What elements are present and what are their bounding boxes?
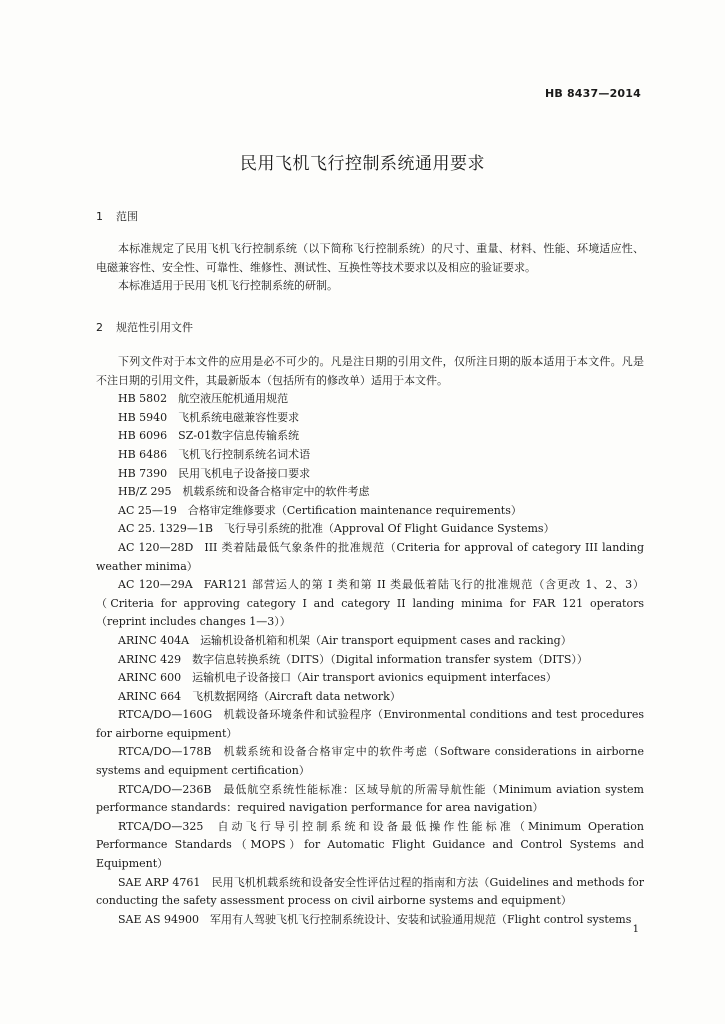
section-1-paragraph: 本标准适用于民用飞机飞行控制系统的研制。 <box>118 279 338 293</box>
section-2-intro: 下列文件对于本文件的应用是必不可少的。凡是注日期的引用文件，仅所注日期的版本适用于本文件。凡是不注日期的引用文件，其最新版本（包括所有的修改单）适用于本文件。 <box>96 355 644 387</box>
reference-code: ARINC 429 <box>118 652 182 666</box>
reference-code: AC 120—29A <box>118 578 193 592</box>
reference-title: SZ-01数字信息传输系统 <box>178 429 300 443</box>
reference-title: 飞行导引系统的批准（Approval Of Flight Guidance Systems） <box>223 522 555 536</box>
page-number: 1 <box>632 924 639 935</box>
reference-item <box>96 576 644 632</box>
reference-code: HB 5940 <box>118 410 168 424</box>
reference-code: SAE ARP 4761 <box>118 875 201 889</box>
reference-item <box>96 465 644 484</box>
section-1-paragraph: 本标准规定了民用飞机飞行控制系统（以下简称飞行控制系统）的尺寸、重量、材料、性能、环境适应性、电磁兼容性、安全性、可靠性、维修性、测试性、互换性等技术要求以及相应的验证要求。 <box>96 242 644 274</box>
section-1-number: 1 <box>96 210 103 223</box>
reference-code: AC 25. 1329—1B <box>118 522 213 536</box>
reference-item <box>96 502 644 521</box>
reference-code: HB 6486 <box>118 447 168 461</box>
reference-item <box>96 483 644 502</box>
reference-item <box>96 743 644 780</box>
reference-code: HB 5802 <box>118 392 168 406</box>
reference-code: ARINC 664 <box>118 689 182 703</box>
reference-item <box>96 874 644 911</box>
reference-item <box>96 669 644 688</box>
reference-title: 合格审定维修要求（Certification maintenance requirements） <box>187 503 522 517</box>
reference-code: RTCA/DO—178B <box>118 745 212 759</box>
reference-item <box>96 409 644 428</box>
reference-code: RTCA/DO—160G <box>118 708 213 722</box>
reference-title: III 类着陆最低气象条件的批准规范（Criteria for approval of category III landing weather minima） <box>96 540 644 573</box>
reference-title: 数字信息转换系统（DITS）（Digital information transfer system（DITS）） <box>192 652 588 666</box>
reference-item <box>96 911 644 930</box>
reference-item <box>96 446 644 465</box>
reference-code: RTCA/DO—236B <box>118 782 212 796</box>
reference-title: 民用飞机机载系统和设备安全性评估过程的指南和方法（Guidelines and methods for conducting the safety assessment process on civil airborne systems and equipment） <box>96 875 644 908</box>
document-title: 民用飞机飞行控制系统通用要求 <box>240 154 485 174</box>
section-2-heading <box>96 319 193 335</box>
section-2-title: 规范性引用文件 <box>116 321 193 334</box>
reference-title: 航空液压舵机通用规范 <box>178 392 289 406</box>
reference-item <box>96 818 644 874</box>
reference-title: FAR121 部营运人的第 I 类和第 II 类最低着陆飞行的批准规范（含更改 1、2、3）（Criteria for approving category I and category II landing minima for FAR 121 operators（reprint includes changes 1—3）） <box>96 578 644 629</box>
reference-title: 军用有人驾驶飞机飞行控制系统设计、安装和试验通用规范（Flight control systems <box>209 912 632 926</box>
section-1-title: 范围 <box>116 210 138 223</box>
reference-title: 运输机电子设备接口（Air transport avionics equipment interfaces） <box>192 671 557 685</box>
reference-code: AC 25—19 <box>118 503 177 517</box>
reference-title: 飞机系统电磁兼容性要求 <box>178 410 300 424</box>
reference-title: 机载系统和设备合格审定中的软件考虑（Software considerations in airborne systems and equipment certification） <box>96 745 644 778</box>
reference-code: HB 7390 <box>118 466 168 480</box>
reference-title: 机载设备环境条件和试验程序（Environmental conditions and test procedures for airborne equipment） <box>96 708 644 740</box>
section-2-body <box>96 353 644 929</box>
reference-title: 最低航空系统性能标准：区域导航的所需导航性能（Minimum aviation system performance standards：required navigation performance for area navigation） <box>96 782 644 815</box>
reference-code: HB/Z 295 <box>118 485 172 499</box>
reference-item <box>96 520 644 539</box>
reference-code: HB 6096 <box>118 429 168 443</box>
reference-item <box>96 539 644 576</box>
reference-item <box>96 781 644 818</box>
reference-code: SAE AS 94900 <box>118 912 199 926</box>
reference-code: ARINC 404A <box>118 633 190 647</box>
reference-title: 运输机设备机箱和机架（Air transport equipment cases and racking） <box>200 633 572 647</box>
standard-number: HB 8437—2014 <box>544 87 641 100</box>
section-1-body <box>96 240 644 296</box>
section-2-number: 2 <box>96 321 103 334</box>
reference-code: AC 120—28D <box>118 540 194 554</box>
reference-item <box>96 651 644 670</box>
reference-item <box>96 427 644 446</box>
reference-item <box>96 688 644 707</box>
reference-title: 民用飞机电子设备接口要求 <box>178 466 311 480</box>
reference-title: 飞机数据网络（Aircraft data network） <box>192 689 401 703</box>
reference-title: 自动飞行导引控制系统和设备最低操作性能标准（Minimum Operation Performance Standards（MOPS）for Automatic Flight Guidance and Control Systems and Equipment） <box>96 819 644 871</box>
section-1-heading <box>96 208 138 224</box>
reference-code: ARINC 600 <box>118 671 182 685</box>
reference-item <box>96 632 644 651</box>
reference-title: 机载系统和设备合格审定中的软件考虑 <box>182 485 370 499</box>
reference-code: RTCA/DO—325 <box>118 819 204 833</box>
reference-item <box>96 706 644 743</box>
reference-item <box>96 390 644 409</box>
reference-title: 飞机飞行控制系统名词术语 <box>178 447 311 461</box>
